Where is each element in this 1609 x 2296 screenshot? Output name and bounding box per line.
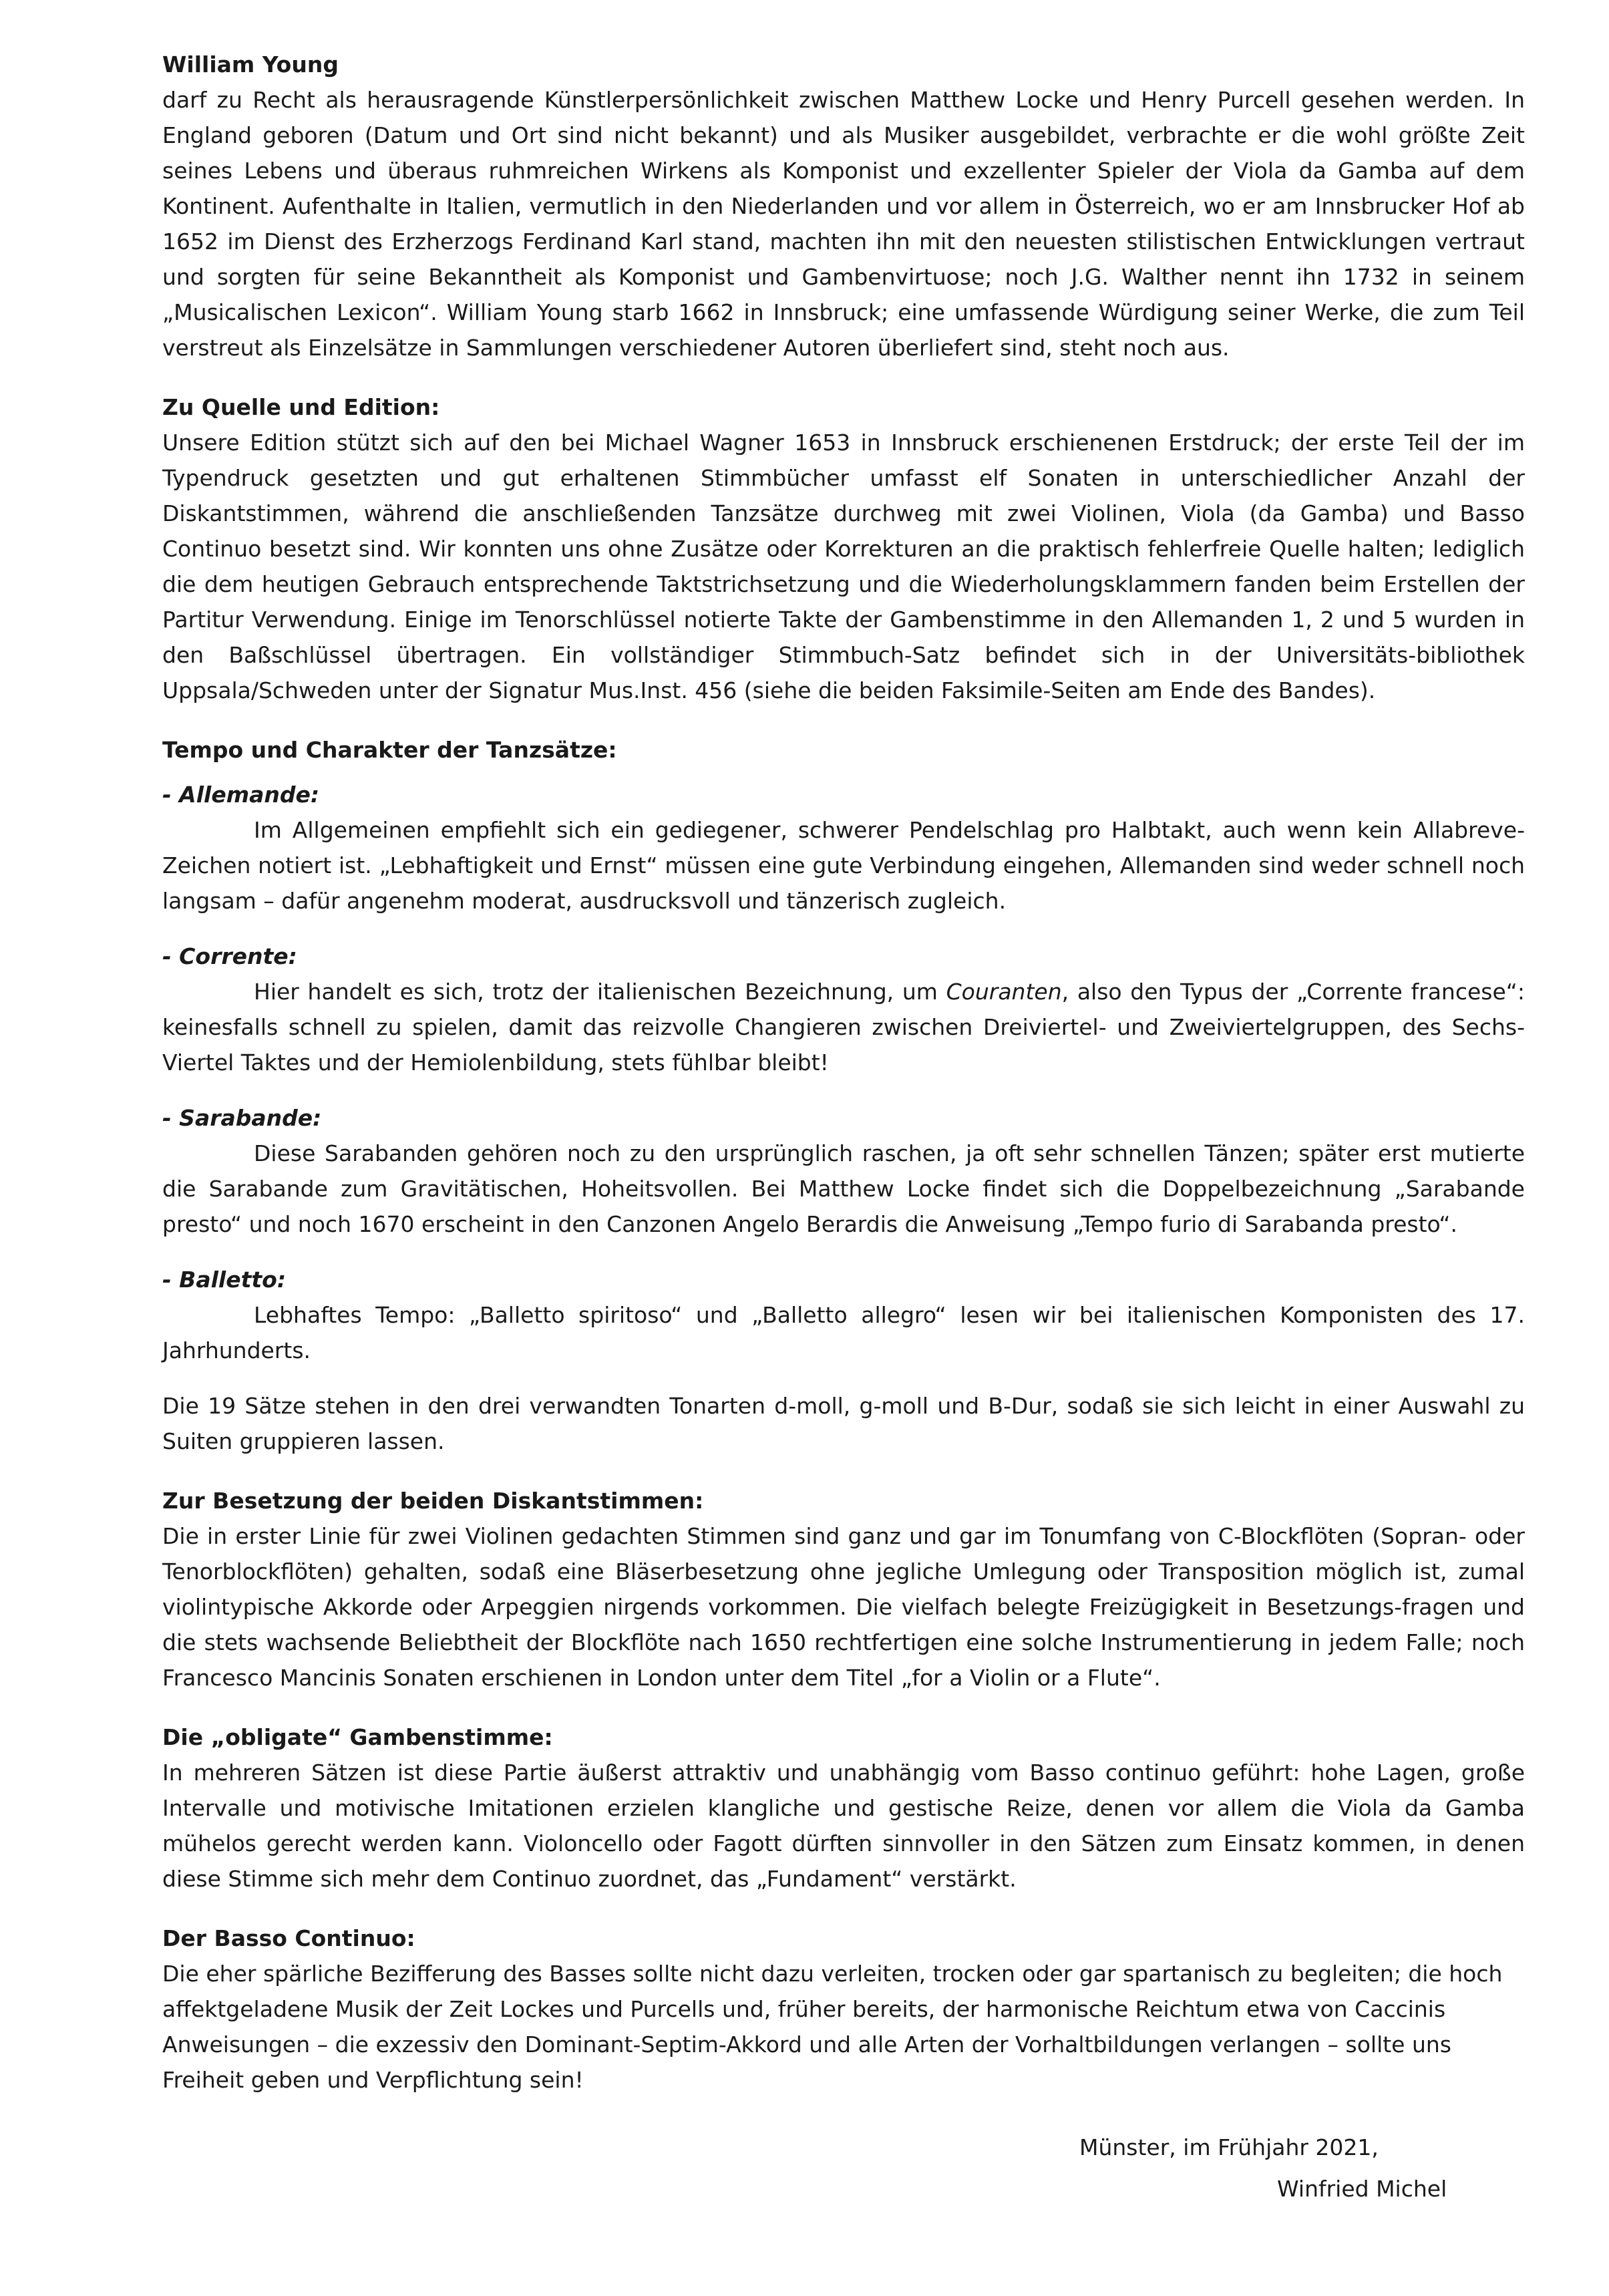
source-edition-heading: Zu Quelle und Edition:: [162, 394, 440, 420]
allemande-block: [162, 777, 1525, 919]
continuo-section: [162, 1921, 1525, 2098]
allemande-title: - Allemande:: [162, 782, 320, 808]
balletto-paragraph: Lebhaftes Tempo: „Balletto spiritoso“ und „Balletto allegro“ lesen wir bei italienischen Komponisten des 17. Jahrhunderts.: [162, 1302, 1525, 1363]
corrente-text-after: , also den Typus der „Corrente francese“: keinesfalls schnell zu spielen, damit das reizvolle Changieren zwischen Dreiviertel- und Zweiviertelgruppen, des Sechs-Viertel Taktes und der Hemiolenbildung, stets fühlbar bleibt!: [162, 979, 1526, 1076]
continuo-paragraph: Die eher spärliche Bezifferung des Basses sollte nicht dazu verleiten, trocken oder gar spartanisch zu begleiten; die hoch affektgeladene Musik der Zeit Lockes und Purcells und, früher bereits, der harmonische Reichtum etwa von Caccinis Anweisungen – die exzessiv den Dominant-Septim-Akkord und alle Arten der Vorhaltbildungen verlangen – sollte uns Freiheit geben und Verpflichtung sein!: [162, 1961, 1503, 2093]
author-name: Winfried Michel: [1277, 2176, 1447, 2202]
courante-term: Couranten: [946, 979, 1062, 1005]
balletto-title: - Balletto:: [162, 1267, 287, 1293]
sarabande-title: - Sarabande:: [162, 1105, 322, 1131]
preface-page: [162, 47, 1525, 2122]
corrente-title: - Corrente:: [162, 943, 297, 969]
source-edition-section: [162, 389, 1525, 708]
sarabande-paragraph: Diese Sarabanden gehören noch zu den ursprünglich raschen, ja oft sehr schnellen Tänzen; später erst mutierte die Sarabande zum Gravitätischen, Hoheitsvollen. Bei Matthew Locke findet sich die Doppelbezeichnung „Sarabande presto“ und noch 1670 erscheint in den Canzonen Angelo Berardis die Anweisung „Tempo furio di Sarabanda presto“.: [162, 1140, 1525, 1237]
intro-paragraph: darf zu Recht als herausragende Künstlerpersönlichkeit zwischen Matthew Locke und Henry Purcell gesehen werden. In England geboren (Datum und Ort sind nicht bekannt) und als Musiker ausgebildet, verbrachte er die wohl größte Zeit seines Lebens und überaus ruhmreichen Wirkens als Komponist und exzellenter Spieler der Viola da Gamba auf dem Kontinent. Aufenthalte in Italien, vermutlich in den Niederlanden und vor allem in Österreich, wo er am Innsbrucker Hof ab 1652 im Dienst des Erzherzogs Ferdinand Karl stand, machten ihn mit den neuesten stilistischen Entwicklungen vertraut und sorgten für seine Bekanntheit als Komponist und Gambenvirtuose; noch J.G. Walther nennt ihn 1732 in seinem „Musicalischen Lexicon“. William Young starb 1662 in Innsbruck; eine umfassende Würdigung seiner Werke, die zum Teil verstreut als Einzelsätze in Sammlungen verschiedener Autoren überliefert sind, steht noch aus.: [162, 87, 1525, 361]
scoring-heading: Zur Besetzung der beiden Diskantstimmen:: [162, 1488, 704, 1514]
allemande-paragraph: Im Allgemeinen empfiehlt sich ein gediegener, schwerer Pendelschlag pro Halbtakt, auch wenn kein Allabreve-Zeichen notiert ist. „Lebhaftigkeit und Ernst“ müssen eine gute Verbindung eingehen, Allemanden sind weder schnell noch langsam – dafür angenehm moderat, ausdrucksvoll und tänzerisch zugleich.: [162, 817, 1525, 914]
composer-name: William Young: [162, 51, 339, 77]
signature-block: [1079, 2127, 1447, 2210]
gamba-paragraph: In mehreren Sätzen ist diese Partie äußerst attraktiv und unabhängig vom Basso continuo geführt: hohe Lagen, große Intervalle und motivische Imitationen erzielen klangliche und gestische Reize, denen vor allem die Viola da Gamba mühelos gerecht werden kann. Violoncello oder Fagott dürften sinnvoller in den Sätzen zum Einsatz kommen, in denen diese Stimme sich mehr dem Continuo zuordnet, das „Fundament“ verstärkt.: [162, 1760, 1525, 1892]
tempo-heading: Tempo und Charakter der Tanzsätze:: [162, 737, 617, 763]
balletto-block: [162, 1262, 1525, 1368]
sarabande-block: [162, 1100, 1525, 1242]
corrente-block: [162, 939, 1525, 1080]
continuo-heading: Der Basso Continuo:: [162, 1925, 415, 1951]
scoring-section: [162, 1483, 1525, 1695]
corrente-text-before: Hier handelt es sich, trotz der italienischen Bezeichnung, um: [254, 979, 946, 1005]
scoring-paragraph: Die in erster Linie für zwei Violinen gedachten Stimmen sind ganz und gar im Tonumfang von C-Blockflöten (Sopran- oder Tenorblockflöten) gehalten, sodaß eine Bläserbesetzung ohne jegliche Umlegung oder Transposition möglich ist, zumal violintypische Akkorde oder Arpeggien nirgends vorkommen. Die vielfach belegte Freizügigkeit in Besetzungs-fragen und die stets wachsende Beliebtheit der Blockflöte nach 1650 rechtfertigen eine solche Instrumentierung in jedem Falle; noch Francesco Mancinis Sonaten erschienen in London unter dem Titel „for a Violin or a Flute“.: [162, 1523, 1525, 1691]
intro-section: [162, 47, 1525, 365]
place-date: Münster, im Frühjahr 2021,: [1079, 2134, 1379, 2160]
corrente-paragraph: [162, 974, 1525, 1080]
gamba-section: [162, 1719, 1525, 1897]
movements-summary: Die 19 Sätze stehen in den drei verwandten Tonarten d-moll, g-moll und B-Dur, sodaß sie sich leicht in einer Auswahl zu Suiten gruppieren lassen.: [162, 1393, 1525, 1454]
tempo-section: [162, 732, 1525, 1459]
source-edition-paragraph: Unsere Edition stützt sich auf den bei Michael Wagner 1653 in Innsbruck erschienenen Erstdruck; der erste Teil der im Typendruck gesetzten und gut erhaltenen Stimmbücher umfasst elf Sonaten in unterschiedlicher Anzahl der Diskantstimmen, während die anschließenden Tanzsätze durchweg mit zwei Violinen, Viola (da Gamba) und Basso Continuo besetzt sind. Wir konnten uns ohne Zusätze oder Korrekturen an die praktisch fehlerfreie Quelle halten; lediglich die dem heutigen Gebrauch entsprechende Taktstrichsetzung und die Wiederholungsklammern fanden beim Erstellen der Partitur Verwendung. Einige im Tenorschlüssel notierte Takte der Gambenstimme in den Allemanden 1, 2 und 5 wurden in den Baßschlüssel übertragen. Ein vollständiger Stimmbuch-Satz befindet sich in der Universitäts-bibliothek Uppsala/Schweden unter der Signatur Mus.Inst. 456 (siehe die beiden Faksimile-Seiten am Ende des Bandes).: [162, 430, 1525, 703]
gamba-heading: Die „obligate“ Gambenstimme:: [162, 1724, 553, 1750]
